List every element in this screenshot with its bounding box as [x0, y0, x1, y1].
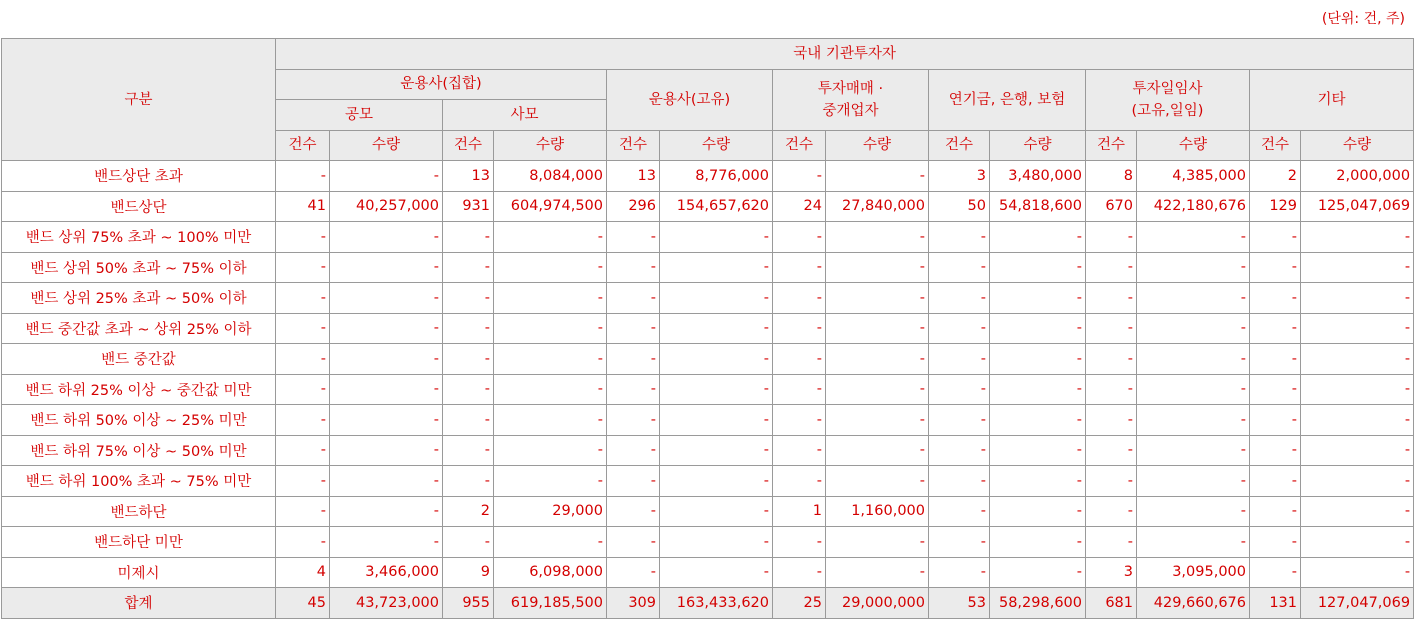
header-private-offering: 사모 — [443, 100, 607, 131]
quantity-cell: - — [660, 405, 773, 436]
count-cell: - — [1086, 222, 1137, 253]
row-label: 밴드 중간값 초과 ~ 상위 25% 이하 — [2, 313, 276, 344]
header-dealer-line1: 투자매매 · — [817, 80, 884, 97]
quantity-cell: 58,298,600 — [990, 588, 1086, 619]
header-dealer — [773, 69, 929, 130]
quantity-cell: - — [990, 435, 1086, 466]
total-row — [2, 588, 1414, 619]
count-cell: - — [773, 161, 826, 192]
row-label: 밴드하단 — [2, 496, 276, 527]
header-count: 건수 — [1086, 130, 1137, 161]
count-cell: - — [1250, 496, 1301, 527]
quantity-cell: - — [1137, 283, 1250, 314]
quantity-cell: - — [1301, 405, 1414, 436]
count-cell: - — [1250, 252, 1301, 283]
quantity-cell: - — [826, 222, 929, 253]
quantity-cell: - — [1301, 557, 1414, 588]
count-cell: - — [773, 527, 826, 558]
count-cell: - — [607, 374, 660, 405]
quantity-cell: - — [494, 374, 607, 405]
table-row — [2, 374, 1414, 405]
count-cell: 53 — [929, 588, 990, 619]
count-cell: - — [276, 161, 330, 192]
header-quantity: 수량 — [990, 130, 1086, 161]
quantity-cell: - — [330, 344, 443, 375]
quantity-cell: - — [1301, 283, 1414, 314]
count-cell: - — [929, 496, 990, 527]
quantity-cell: 29,000 — [494, 496, 607, 527]
quantity-cell: - — [494, 222, 607, 253]
quantity-cell: - — [660, 313, 773, 344]
count-cell: - — [443, 527, 494, 558]
header-quantity: 수량 — [494, 130, 607, 161]
count-cell: - — [1250, 557, 1301, 588]
quantity-cell: - — [1137, 527, 1250, 558]
quantity-cell: - — [1137, 496, 1250, 527]
quantity-cell: 125,047,069 — [1301, 191, 1414, 222]
quantity-cell: - — [1137, 435, 1250, 466]
count-cell: - — [1086, 313, 1137, 344]
quantity-cell: 127,047,069 — [1301, 588, 1414, 619]
count-cell: - — [929, 252, 990, 283]
quantity-cell: - — [330, 161, 443, 192]
quantity-cell: 3,480,000 — [990, 161, 1086, 192]
quantity-cell: - — [990, 222, 1086, 253]
count-cell: - — [607, 222, 660, 253]
count-cell: 309 — [607, 588, 660, 619]
row-label: 밴드상단 — [2, 191, 276, 222]
quantity-cell: - — [826, 252, 929, 283]
header-quantity: 수량 — [826, 130, 929, 161]
header-asset-mgmt-collective: 운용사(집합) — [276, 69, 607, 100]
quantity-cell: - — [1301, 313, 1414, 344]
count-cell: 25 — [773, 588, 826, 619]
header-count: 건수 — [276, 130, 330, 161]
quantity-cell: - — [494, 283, 607, 314]
header-count: 건수 — [929, 130, 990, 161]
count-cell: - — [773, 313, 826, 344]
quantity-cell: - — [1137, 252, 1250, 283]
count-cell: - — [443, 313, 494, 344]
table-body — [2, 161, 1414, 619]
count-cell: - — [1086, 466, 1137, 497]
count-cell: - — [1250, 283, 1301, 314]
quantity-cell: - — [1137, 222, 1250, 253]
quantity-cell: - — [494, 466, 607, 497]
quantity-cell: - — [330, 496, 443, 527]
count-cell: 3 — [1086, 557, 1137, 588]
quantity-cell: 3,466,000 — [330, 557, 443, 588]
count-cell: - — [276, 374, 330, 405]
count-cell: 13 — [607, 161, 660, 192]
count-cell: - — [929, 283, 990, 314]
quantity-cell: - — [494, 344, 607, 375]
header-category: 구분 — [2, 39, 276, 161]
quantity-cell: - — [826, 435, 929, 466]
count-cell: - — [276, 313, 330, 344]
count-cell: - — [443, 252, 494, 283]
count-cell: - — [276, 222, 330, 253]
quantity-cell: 4,385,000 — [1137, 161, 1250, 192]
count-cell: - — [773, 252, 826, 283]
header-advisor-line1: 투자일임사 — [1132, 80, 1203, 97]
row-label: 밴드 하위 50% 이상 ~ 25% 미만 — [2, 405, 276, 436]
quantity-cell: - — [494, 313, 607, 344]
quantity-cell: - — [330, 313, 443, 344]
row-label: 합계 — [2, 588, 276, 619]
count-cell: - — [276, 435, 330, 466]
count-cell: - — [607, 344, 660, 375]
count-cell: - — [276, 344, 330, 375]
count-cell: 955 — [443, 588, 494, 619]
table-row — [2, 222, 1414, 253]
row-label: 미제시 — [2, 557, 276, 588]
count-cell: - — [1250, 527, 1301, 558]
header-advisor-line2: (고유,일임) — [1131, 102, 1204, 119]
count-cell: - — [607, 466, 660, 497]
quantity-cell: - — [330, 374, 443, 405]
count-cell: - — [607, 252, 660, 283]
quantity-cell: - — [1137, 405, 1250, 436]
quantity-cell: - — [1137, 313, 1250, 344]
count-cell: - — [929, 435, 990, 466]
count-cell: 2 — [443, 496, 494, 527]
count-cell: - — [1250, 405, 1301, 436]
quantity-cell: 8,084,000 — [494, 161, 607, 192]
quantity-cell: - — [990, 252, 1086, 283]
count-cell: 2 — [1250, 161, 1301, 192]
count-cell: 296 — [607, 191, 660, 222]
quantity-cell: 29,000,000 — [826, 588, 929, 619]
count-cell: - — [1250, 344, 1301, 375]
quantity-cell: - — [826, 161, 929, 192]
quantity-cell: - — [1301, 252, 1414, 283]
quantity-cell: - — [1137, 466, 1250, 497]
quantity-cell: 2,000,000 — [1301, 161, 1414, 192]
quantity-cell: - — [1137, 344, 1250, 375]
count-cell: - — [443, 466, 494, 497]
count-cell: - — [1250, 435, 1301, 466]
quantity-cell: - — [990, 557, 1086, 588]
quantity-cell: - — [990, 344, 1086, 375]
header-asset-mgmt-proprietary: 운용사(고유) — [607, 69, 773, 130]
count-cell: 41 — [276, 191, 330, 222]
count-cell: - — [929, 466, 990, 497]
count-cell: - — [276, 466, 330, 497]
table-row — [2, 496, 1414, 527]
header-count: 건수 — [1250, 130, 1301, 161]
quantity-cell: - — [826, 283, 929, 314]
count-cell: - — [1250, 466, 1301, 497]
count-cell: - — [607, 283, 660, 314]
table-row — [2, 344, 1414, 375]
count-cell: - — [773, 344, 826, 375]
quantity-cell: - — [660, 557, 773, 588]
table-row — [2, 283, 1414, 314]
quantity-cell: - — [660, 283, 773, 314]
count-cell: - — [1250, 374, 1301, 405]
row-label: 밴드 상위 75% 초과 ~ 100% 미만 — [2, 222, 276, 253]
count-cell: - — [773, 374, 826, 405]
count-cell: - — [1086, 252, 1137, 283]
count-cell: - — [443, 405, 494, 436]
header-public-offering: 공모 — [276, 100, 443, 131]
header-count: 건수 — [607, 130, 660, 161]
quantity-cell: - — [1301, 496, 1414, 527]
quantity-cell: - — [1301, 435, 1414, 466]
header-quantity: 수량 — [1137, 130, 1250, 161]
row-label: 밴드 하위 75% 이상 ~ 50% 미만 — [2, 435, 276, 466]
count-cell: - — [443, 283, 494, 314]
quantity-cell: - — [330, 405, 443, 436]
quantity-cell: - — [660, 374, 773, 405]
header-other: 기타 — [1250, 69, 1414, 130]
count-cell: 4 — [276, 557, 330, 588]
quantity-cell: 422,180,676 — [1137, 191, 1250, 222]
count-cell: - — [1086, 374, 1137, 405]
quantity-cell: - — [660, 222, 773, 253]
count-cell: - — [276, 252, 330, 283]
quantity-cell: - — [660, 527, 773, 558]
count-cell: 131 — [1250, 588, 1301, 619]
quantity-cell: - — [330, 222, 443, 253]
quantity-cell: - — [1301, 527, 1414, 558]
count-cell: - — [1086, 405, 1137, 436]
count-cell: - — [607, 405, 660, 436]
quantity-cell: 429,660,676 — [1137, 588, 1250, 619]
count-cell: - — [1086, 435, 1137, 466]
header-count: 건수 — [773, 130, 826, 161]
header-count: 건수 — [443, 130, 494, 161]
count-cell: - — [773, 283, 826, 314]
count-cell: - — [773, 435, 826, 466]
quantity-cell: - — [494, 527, 607, 558]
count-cell: 13 — [443, 161, 494, 192]
unit-note: (단위: 건, 주) — [1321, 11, 1405, 27]
count-cell: - — [929, 313, 990, 344]
header-quantity: 수량 — [330, 130, 443, 161]
quantity-cell: - — [330, 435, 443, 466]
row-label: 밴드하단 미만 — [2, 527, 276, 558]
quantity-cell: - — [826, 313, 929, 344]
count-cell: 45 — [276, 588, 330, 619]
quantity-cell: - — [1137, 374, 1250, 405]
quantity-cell: 8,776,000 — [660, 161, 773, 192]
header-quantity: 수량 — [1301, 130, 1414, 161]
count-cell: - — [929, 344, 990, 375]
row-label: 밴드 상위 50% 초과 ~ 75% 이하 — [2, 252, 276, 283]
count-cell: - — [607, 557, 660, 588]
count-cell: - — [773, 222, 826, 253]
count-cell: 3 — [929, 161, 990, 192]
count-cell: - — [276, 283, 330, 314]
count-cell: - — [929, 527, 990, 558]
quantity-cell: 54,818,600 — [990, 191, 1086, 222]
table-row — [2, 466, 1414, 497]
count-cell: - — [276, 405, 330, 436]
quantity-cell: - — [826, 374, 929, 405]
quantity-cell: - — [494, 252, 607, 283]
quantity-cell: - — [990, 466, 1086, 497]
quantity-cell: 619,185,500 — [494, 588, 607, 619]
quantity-cell: - — [660, 435, 773, 466]
quantity-cell: - — [1301, 374, 1414, 405]
count-cell: - — [276, 496, 330, 527]
row-label: 밴드 하위 25% 이상 ~ 중간값 미만 — [2, 374, 276, 405]
count-cell: 1 — [773, 496, 826, 527]
quantity-cell: 604,974,500 — [494, 191, 607, 222]
quantity-cell: 6,098,000 — [494, 557, 607, 588]
quantity-cell: - — [826, 344, 929, 375]
table-row — [2, 252, 1414, 283]
count-cell: - — [773, 466, 826, 497]
count-cell: - — [607, 435, 660, 466]
demand-forecast-table — [1, 38, 1414, 619]
quantity-cell: - — [494, 435, 607, 466]
quantity-cell: - — [330, 283, 443, 314]
count-cell: - — [1086, 283, 1137, 314]
count-cell: 8 — [1086, 161, 1137, 192]
count-cell: - — [929, 222, 990, 253]
quantity-cell: - — [660, 466, 773, 497]
quantity-cell: 163,433,620 — [660, 588, 773, 619]
count-cell: - — [1086, 527, 1137, 558]
count-cell: - — [773, 557, 826, 588]
quantity-cell: 40,257,000 — [330, 191, 443, 222]
quantity-cell: - — [990, 374, 1086, 405]
count-cell: - — [443, 222, 494, 253]
row-label: 밴드상단 초과 — [2, 161, 276, 192]
quantity-cell: - — [990, 496, 1086, 527]
count-cell: - — [607, 496, 660, 527]
quantity-cell: - — [990, 313, 1086, 344]
count-cell: - — [1086, 344, 1137, 375]
table-row — [2, 191, 1414, 222]
quantity-cell: 27,840,000 — [826, 191, 929, 222]
quantity-cell: 1,160,000 — [826, 496, 929, 527]
quantity-cell: - — [494, 405, 607, 436]
count-cell: 681 — [1086, 588, 1137, 619]
quantity-cell: - — [660, 252, 773, 283]
count-cell: - — [1086, 496, 1137, 527]
count-cell: 24 — [773, 191, 826, 222]
table-row — [2, 405, 1414, 436]
quantity-cell: - — [1301, 222, 1414, 253]
quantity-cell: 3,095,000 — [1137, 557, 1250, 588]
count-cell: - — [1250, 313, 1301, 344]
count-cell: - — [276, 527, 330, 558]
count-cell: - — [929, 557, 990, 588]
count-cell: 9 — [443, 557, 494, 588]
header-domestic-institutional: 국내 기관투자자 — [276, 39, 1414, 70]
quantity-cell: - — [990, 527, 1086, 558]
quantity-cell: - — [660, 496, 773, 527]
table-row — [2, 527, 1414, 558]
quantity-cell: 154,657,620 — [660, 191, 773, 222]
table-row — [2, 313, 1414, 344]
count-cell: 50 — [929, 191, 990, 222]
quantity-cell: - — [330, 527, 443, 558]
header-dealer-line2: 중개업자 — [822, 102, 879, 119]
quantity-cell: - — [1301, 466, 1414, 497]
quantity-cell: - — [330, 466, 443, 497]
count-cell: - — [607, 313, 660, 344]
count-cell: 129 — [1250, 191, 1301, 222]
table-row — [2, 161, 1414, 192]
quantity-cell: - — [1301, 344, 1414, 375]
count-cell: - — [929, 374, 990, 405]
count-cell: - — [443, 374, 494, 405]
count-cell: 931 — [443, 191, 494, 222]
table-row — [2, 557, 1414, 588]
count-cell: - — [929, 405, 990, 436]
quantity-cell: - — [826, 557, 929, 588]
header-investment-advisor — [1086, 69, 1250, 130]
quantity-cell: - — [330, 252, 443, 283]
quantity-cell: 43,723,000 — [330, 588, 443, 619]
count-cell: - — [1250, 222, 1301, 253]
count-cell: 670 — [1086, 191, 1137, 222]
quantity-cell: - — [826, 466, 929, 497]
row-label: 밴드 상위 25% 초과 ~ 50% 이하 — [2, 283, 276, 314]
count-cell: - — [443, 435, 494, 466]
quantity-cell: - — [990, 405, 1086, 436]
count-cell: - — [443, 344, 494, 375]
row-label: 밴드 하위 100% 초과 ~ 75% 미만 — [2, 466, 276, 497]
header-pension-bank-insurance: 연기금, 은행, 보험 — [929, 69, 1086, 130]
count-cell: - — [607, 527, 660, 558]
quantity-cell: - — [826, 527, 929, 558]
quantity-cell: - — [990, 283, 1086, 314]
quantity-cell: - — [660, 344, 773, 375]
count-cell: - — [773, 405, 826, 436]
quantity-cell: - — [826, 405, 929, 436]
header-quantity: 수량 — [660, 130, 773, 161]
table-row — [2, 435, 1414, 466]
row-label: 밴드 중간값 — [2, 344, 276, 375]
